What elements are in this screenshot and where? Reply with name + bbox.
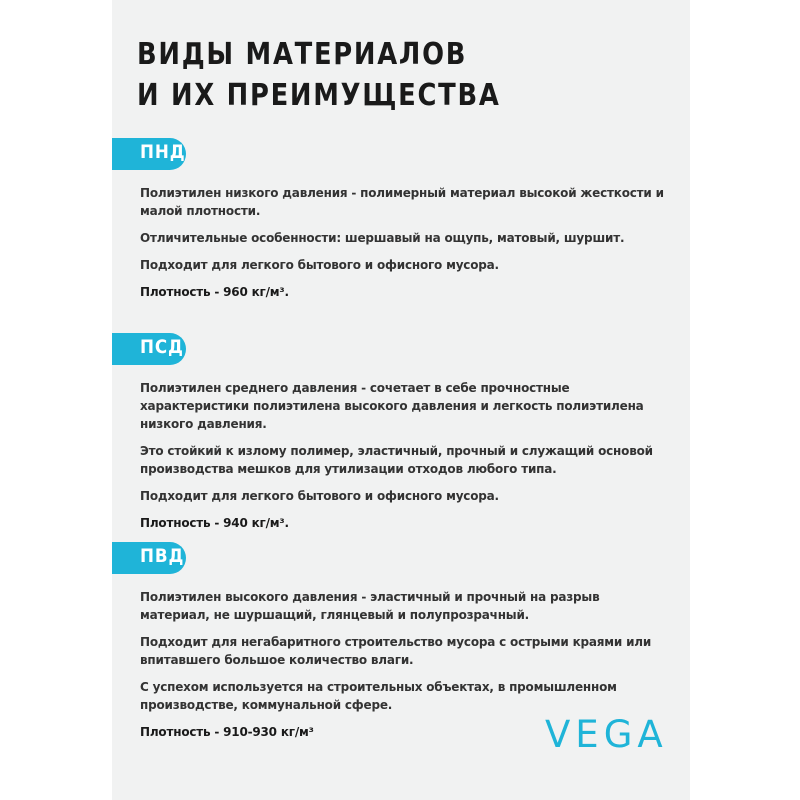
section-body — [112, 379, 672, 532]
paragraph: Полиэтилен высокого давления - эластичный и прочный на разрыв материал, не шуршащий, глянцевый и полупрозрачный. — [140, 590, 600, 622]
paragraph: Подходит для легкого бытового и офисного мусора. — [140, 258, 499, 272]
title-line-1: ВИДЫ МАТЕРИАЛОВ — [137, 37, 468, 72]
paragraph: Подходит для легкого бытового и офисного мусора. — [140, 489, 499, 503]
section-psd — [112, 333, 672, 541]
section-tab — [112, 333, 186, 365]
paragraph: Полиэтилен низкого давления - полимерный материал высокой жесткости и малой плотности. — [140, 186, 664, 218]
density-value: Плотность - 940 кг/м³. — [140, 516, 289, 530]
paragraph: Полиэтилен среднего давления - сочетает в себе прочностные характеристики полиэтилена высокого давления и легкость полиэтилена низкого давления. — [140, 381, 644, 431]
density-value: Плотность - 960 кг/м³. — [140, 285, 289, 299]
vega-logo: VEGA — [545, 713, 668, 756]
section-tab — [112, 138, 186, 170]
section-tab — [112, 542, 186, 574]
paragraph: Это стойкий к излому полимер, эластичный, прочный и служащий основой производства мешков для утилизации отходов любого типа. — [140, 444, 653, 476]
title-line-2: И ИХ ПРЕИМУЩЕСТВА — [137, 78, 501, 113]
page-title — [137, 34, 501, 116]
paragraph: С успехом используется на строительных объектах, в промышленном производстве, коммунальной сфере. — [140, 680, 617, 712]
density-value: Плотность - 910-930 кг/м³ — [140, 725, 314, 739]
section-tab-label: ПВД — [140, 545, 185, 567]
section-tab-label: ПНД — [140, 141, 186, 163]
paragraph: Отличительные особенности: шершавый на ощупь, матовый, шуршит. — [140, 231, 625, 245]
section-body — [112, 184, 672, 301]
paragraph: Подходит для негабаритного строительство мусора с острыми краями или впитавшего большое количество влаги. — [140, 635, 652, 667]
section-pnd — [112, 138, 672, 310]
section-tab-label: ПСД — [140, 336, 184, 358]
